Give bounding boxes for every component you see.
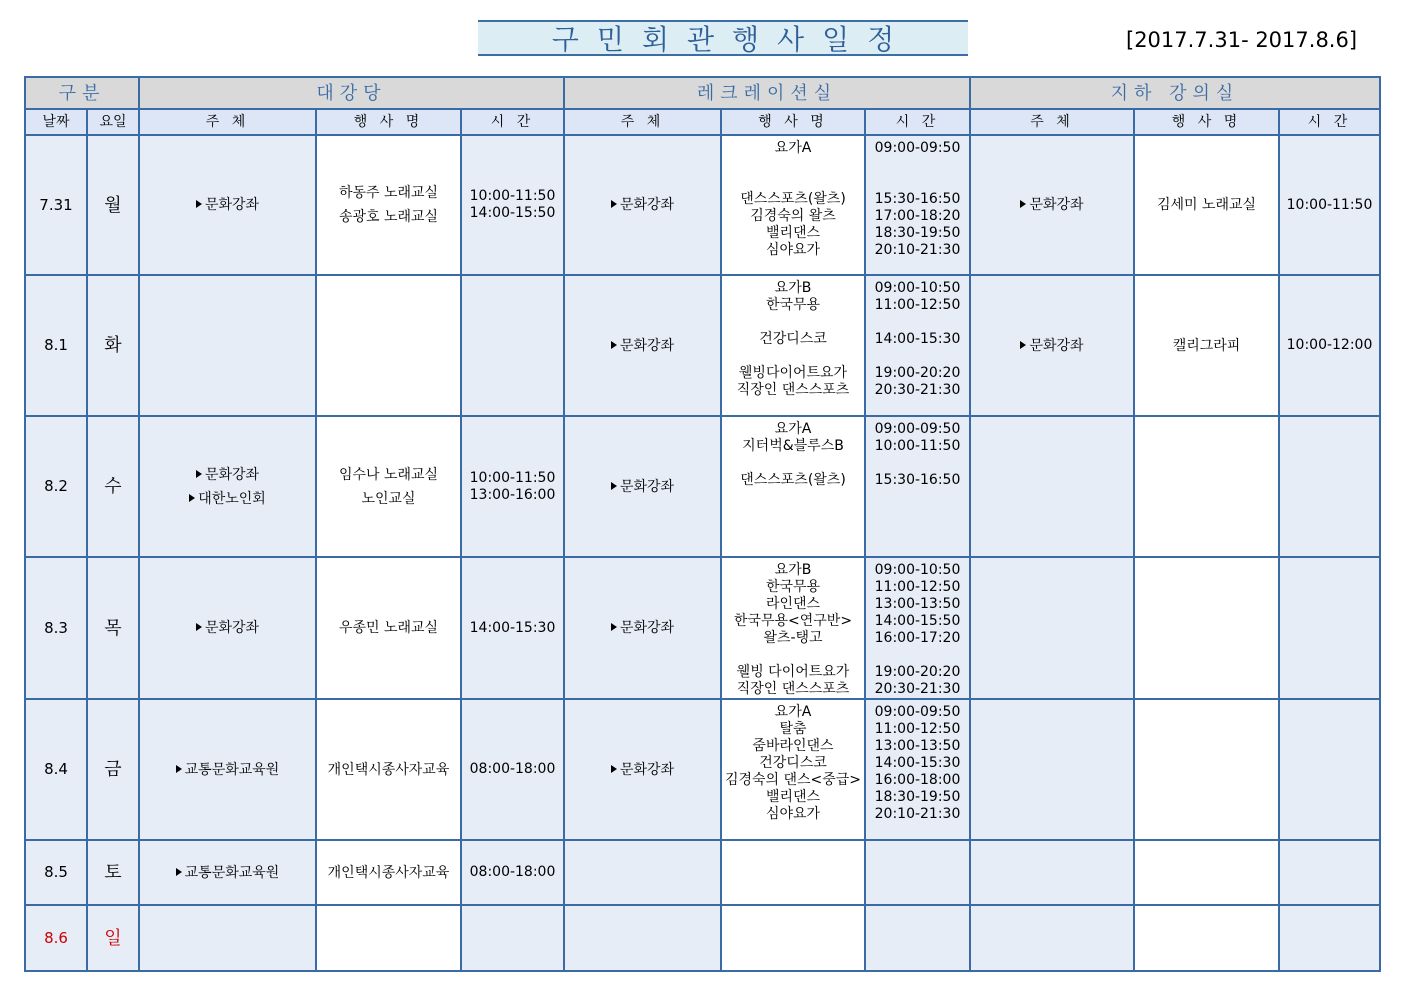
time-item: 10:00-11:50: [1286, 196, 1373, 213]
basement-event-cell: [1134, 416, 1279, 557]
hall-event-cell: [316, 905, 461, 971]
host-item: [140, 463, 315, 487]
time-item: [866, 348, 969, 365]
hall-host-cell: [139, 699, 316, 840]
basement-time-cell: [1279, 416, 1380, 557]
event-item: 밸리댄스: [765, 789, 821, 805]
basement-event-cell: [1134, 699, 1279, 840]
time-item: [866, 157, 969, 174]
host-item: [140, 861, 315, 885]
header-category: 구분: [25, 77, 139, 109]
event-item: 밸리댄스: [765, 225, 821, 241]
time-item: [866, 314, 969, 331]
time-item: 14:00-15:50: [469, 205, 556, 221]
event-item: 김경숙의 왈츠: [750, 208, 836, 224]
rec-event-cell: [721, 135, 865, 275]
rec-host-cell: [564, 135, 721, 275]
host-label: 문화강좌: [619, 197, 675, 213]
basement-host-cell: [970, 275, 1134, 416]
triangle-bullet-icon: [611, 623, 617, 631]
page-title: 구민회관행사일정: [478, 20, 968, 56]
event-item: [722, 647, 864, 664]
event-item: 한국무용: [765, 297, 821, 313]
hall-host-cell: [139, 840, 316, 905]
rec-time-cell: [865, 699, 970, 840]
basement-event-cell: [1134, 905, 1279, 971]
basement-time-cell: [1279, 840, 1380, 905]
table-row: [25, 416, 1380, 557]
header-row-columns: [25, 109, 1380, 135]
rec-host-cell: [564, 416, 721, 557]
basement-event-cell: [1134, 135, 1279, 275]
event-item: 하동주 노래교실: [338, 185, 439, 201]
host-item: [140, 758, 315, 782]
hall-host-cell: [139, 275, 316, 416]
event-item: 요가A: [774, 421, 812, 437]
time-item: 13:00-13:50: [874, 738, 961, 754]
event-item: 건강디스코: [759, 331, 827, 347]
basement-host-cell: [970, 416, 1134, 557]
event-item: 지터벅&블루스B: [742, 438, 844, 454]
event-item: 직장인 댄스스포츠: [736, 681, 850, 697]
host-item: [140, 616, 315, 640]
rec-host-cell: [564, 840, 721, 905]
event-item: 김세미 노래교실: [1156, 197, 1257, 213]
hall-host-cell: [139, 905, 316, 971]
host-label: 문화강좌: [204, 620, 260, 636]
hall-event-cell: [316, 135, 461, 275]
triangle-bullet-icon: [196, 470, 202, 478]
time-item: 20:10-21:30: [874, 242, 961, 258]
rec-time-cell: [865, 905, 970, 971]
event-item: 왈츠-탱고: [763, 630, 823, 646]
host-label: 대한노인회: [198, 490, 266, 507]
host-label: 문화강좌: [619, 620, 675, 636]
event-item: 송광호 노래교실: [338, 209, 439, 225]
time-item: 13:00-16:00: [469, 486, 556, 503]
time-item: 16:00-17:20: [874, 630, 961, 646]
event-item: 임수나 노래교실: [338, 466, 439, 483]
table-row: [25, 557, 1380, 699]
host-item: [565, 616, 720, 640]
hall-time-cell: [461, 416, 564, 557]
time-item: 11:00-12:50: [874, 297, 961, 313]
event-item: 요가B: [774, 280, 812, 296]
hall-host-cell: [139, 416, 316, 557]
triangle-bullet-icon: [189, 494, 195, 502]
table-row: [25, 905, 1380, 971]
event-item: 캘리그라피: [1172, 337, 1241, 354]
event-item: 탈춤: [779, 721, 807, 737]
date-cell: 8.4: [25, 699, 87, 840]
time-item: 08:00-18:00: [469, 761, 556, 777]
dow-cell: 목: [87, 557, 139, 699]
event-item: 김경숙의 댄스<중급>: [724, 772, 862, 788]
basement-host-cell: [970, 905, 1134, 971]
time-item: 19:00-20:20: [874, 365, 961, 381]
time-item: [866, 647, 969, 664]
time-item: 13:00-13:50: [874, 596, 961, 612]
triangle-bullet-icon: [1020, 200, 1026, 208]
triangle-bullet-icon: [196, 200, 202, 208]
basement-time-cell: [1279, 699, 1380, 840]
triangle-bullet-icon: [1020, 341, 1026, 349]
hall-host-cell: [139, 557, 316, 699]
event-item: 라인댄스: [765, 596, 821, 612]
header-basement-event: 행 사 명: [1134, 109, 1279, 135]
basement-event-cell: [1134, 840, 1279, 905]
time-item: 19:00-20:20: [874, 664, 961, 680]
time-item: 20:10-21:30: [874, 806, 961, 822]
time-item: 09:00-09:50: [874, 140, 961, 156]
basement-time-cell: [1279, 135, 1380, 275]
header-hall: 대강당: [139, 77, 564, 109]
period-range: [2017.7.31- 2017.8.6]: [1126, 28, 1358, 52]
triangle-bullet-icon: [611, 765, 617, 773]
hall-event-cell: [316, 275, 461, 416]
host-item: [565, 334, 720, 358]
triangle-bullet-icon: [611, 200, 617, 208]
host-label: 문화강좌: [204, 197, 260, 213]
rec-host-cell: [564, 905, 721, 971]
time-item: 18:30-19:50: [874, 225, 961, 241]
rec-event-cell: [721, 275, 865, 416]
event-item: [722, 314, 864, 331]
event-item: 우종민 노래교실: [338, 620, 439, 636]
hall-event-cell: [316, 416, 461, 557]
dow-cell: 일: [87, 905, 139, 971]
time-item: [866, 174, 969, 191]
time-item: 14:00-15:30: [874, 331, 961, 347]
rec-host-cell: [564, 275, 721, 416]
hall-event-cell: [316, 840, 461, 905]
basement-time-cell: [1279, 275, 1380, 416]
header-rec-host: 주 체: [564, 109, 721, 135]
table-row: [25, 275, 1380, 416]
host-label: 교통문화교육원: [184, 761, 280, 778]
host-label: 문화강좌: [619, 337, 675, 354]
host-item: [565, 758, 720, 782]
triangle-bullet-icon: [611, 341, 617, 349]
time-item: 09:00-10:50: [874, 280, 961, 296]
basement-time-cell: [1279, 557, 1380, 699]
time-item: 10:00-12:00: [1286, 337, 1373, 353]
host-item: [565, 475, 720, 499]
time-item: 14:00-15:30: [874, 755, 961, 771]
rec-host-cell: [564, 699, 721, 840]
rec-time-cell: [865, 275, 970, 416]
table-row: [25, 699, 1380, 840]
dow-cell: 월: [87, 135, 139, 275]
rec-time-cell: [865, 840, 970, 905]
dow-cell: 화: [87, 275, 139, 416]
header-rec-event: 행 사 명: [721, 109, 865, 135]
hall-host-cell: [139, 135, 316, 275]
event-item: 웰빙 다이어트요가: [736, 664, 850, 680]
time-item: 11:00-12:50: [874, 721, 961, 737]
basement-time-cell: [1279, 905, 1380, 971]
header-dow: 요일: [87, 109, 139, 135]
host-label: 문화강좌: [619, 761, 675, 778]
host-item: [971, 334, 1133, 358]
dow-cell: 금: [87, 699, 139, 840]
time-item: 09:00-10:50: [874, 562, 961, 578]
time-item: 18:30-19:50: [874, 789, 961, 805]
time-item: 20:30-21:30: [874, 681, 961, 697]
rec-time-cell: [865, 416, 970, 557]
time-item: 17:00-18:20: [874, 208, 961, 224]
event-item: 요가A: [774, 704, 812, 720]
header-basement-time: 시 간: [1279, 109, 1380, 135]
date-cell: 8.3: [25, 557, 87, 699]
date-cell: 8.6: [25, 905, 87, 971]
header-hall-event: 행 사 명: [316, 109, 461, 135]
time-item: 08:00-18:00: [469, 864, 556, 880]
rec-event-cell: [721, 905, 865, 971]
header-hall-host: 주 체: [139, 109, 316, 135]
triangle-bullet-icon: [196, 623, 202, 631]
rec-event-cell: [721, 557, 865, 699]
header-row-groups: [25, 77, 1380, 109]
event-item: 요가A: [774, 140, 812, 156]
event-item: 댄스스포츠(왈츠): [740, 191, 846, 207]
event-item: 웰빙다이어트요가: [738, 365, 848, 381]
time-item: 14:00-15:50: [874, 613, 961, 629]
hall-time-cell: [461, 905, 564, 971]
host-label: 교통문화교육원: [184, 864, 280, 881]
event-item: 한국무용<연구반>: [733, 613, 853, 629]
schedule-body: [25, 135, 1380, 971]
event-item: [722, 157, 864, 174]
time-item: 14:00-15:30: [469, 619, 556, 636]
hall-time-cell: [461, 275, 564, 416]
time-item: 09:00-09:50: [874, 421, 961, 437]
time-item: 10:00-11:50: [874, 438, 961, 454]
time-item: 11:00-12:50: [874, 579, 961, 595]
rec-time-cell: [865, 135, 970, 275]
event-item: 줌바라인댄스: [752, 738, 834, 754]
date-cell: 8.2: [25, 416, 87, 557]
event-item: 심야요가: [765, 806, 821, 822]
event-item: [722, 174, 864, 191]
basement-event-cell: [1134, 557, 1279, 699]
time-item: 15:30-16:50: [874, 472, 961, 488]
hall-event-cell: [316, 557, 461, 699]
host-label: 문화강좌: [1029, 197, 1084, 213]
rec-host-cell: [564, 557, 721, 699]
rec-event-cell: [721, 416, 865, 557]
triangle-bullet-icon: [176, 765, 182, 773]
time-item: 15:30-16:50: [874, 191, 961, 207]
triangle-bullet-icon: [611, 482, 617, 490]
header-basement-host: 주 체: [970, 109, 1134, 135]
hall-event-cell: [316, 699, 461, 840]
basement-host-cell: [970, 557, 1134, 699]
header-rec: 레크레이션실: [564, 77, 970, 109]
event-item: 개인택시종사자교육: [327, 864, 450, 881]
rec-event-cell: [721, 699, 865, 840]
host-item: [971, 193, 1133, 217]
triangle-bullet-icon: [176, 868, 182, 876]
header-hall-time: 시 간: [461, 109, 564, 135]
event-item: 개인택시종사자교육: [327, 761, 450, 778]
time-item: 10:00-11:50: [469, 469, 556, 486]
host-label: 문화강좌: [1029, 337, 1084, 354]
time-item: [866, 455, 969, 472]
time-item: 20:30-21:30: [874, 382, 961, 398]
date-cell: 8.1: [25, 275, 87, 416]
event-item: 직장인 댄스스포츠: [736, 382, 850, 398]
event-item: [722, 455, 864, 472]
table-row: [25, 840, 1380, 905]
event-item: 노인교실: [361, 490, 416, 507]
date-cell: 8.5: [25, 840, 87, 905]
time-item: 10:00-11:50: [469, 188, 556, 204]
dow-cell: 수: [87, 416, 139, 557]
basement-host-cell: [970, 699, 1134, 840]
host-item: [565, 193, 720, 217]
hall-time-cell: [461, 135, 564, 275]
rec-time-cell: [865, 557, 970, 699]
hall-time-cell: [461, 557, 564, 699]
table-row: [25, 135, 1380, 275]
host-item: [140, 193, 315, 217]
hall-time-cell: [461, 699, 564, 840]
header-rec-time: 시 간: [865, 109, 970, 135]
event-item: 댄스스포츠(왈츠): [740, 472, 846, 488]
hall-time-cell: [461, 840, 564, 905]
rec-event-cell: [721, 840, 865, 905]
basement-host-cell: [970, 840, 1134, 905]
event-item: [722, 348, 864, 365]
event-item: 건강디스코: [759, 755, 827, 771]
event-item: 한국무용: [765, 579, 821, 595]
schedule-table: [24, 76, 1381, 972]
date-cell: 7.31: [25, 135, 87, 275]
time-item: 16:00-18:00: [874, 772, 961, 788]
header-date: 날짜: [25, 109, 87, 135]
event-item: 심야요가: [765, 242, 821, 258]
host-label: 문화강좌: [619, 478, 675, 495]
dow-cell: 토: [87, 840, 139, 905]
host-label: 문화강좌: [204, 466, 260, 483]
basement-event-cell: [1134, 275, 1279, 416]
host-item: [140, 487, 315, 511]
header-basement: 지하 강의실: [970, 77, 1380, 109]
event-item: 요가B: [774, 562, 812, 578]
basement-host-cell: [970, 135, 1134, 275]
time-item: 09:00-09:50: [874, 704, 961, 720]
